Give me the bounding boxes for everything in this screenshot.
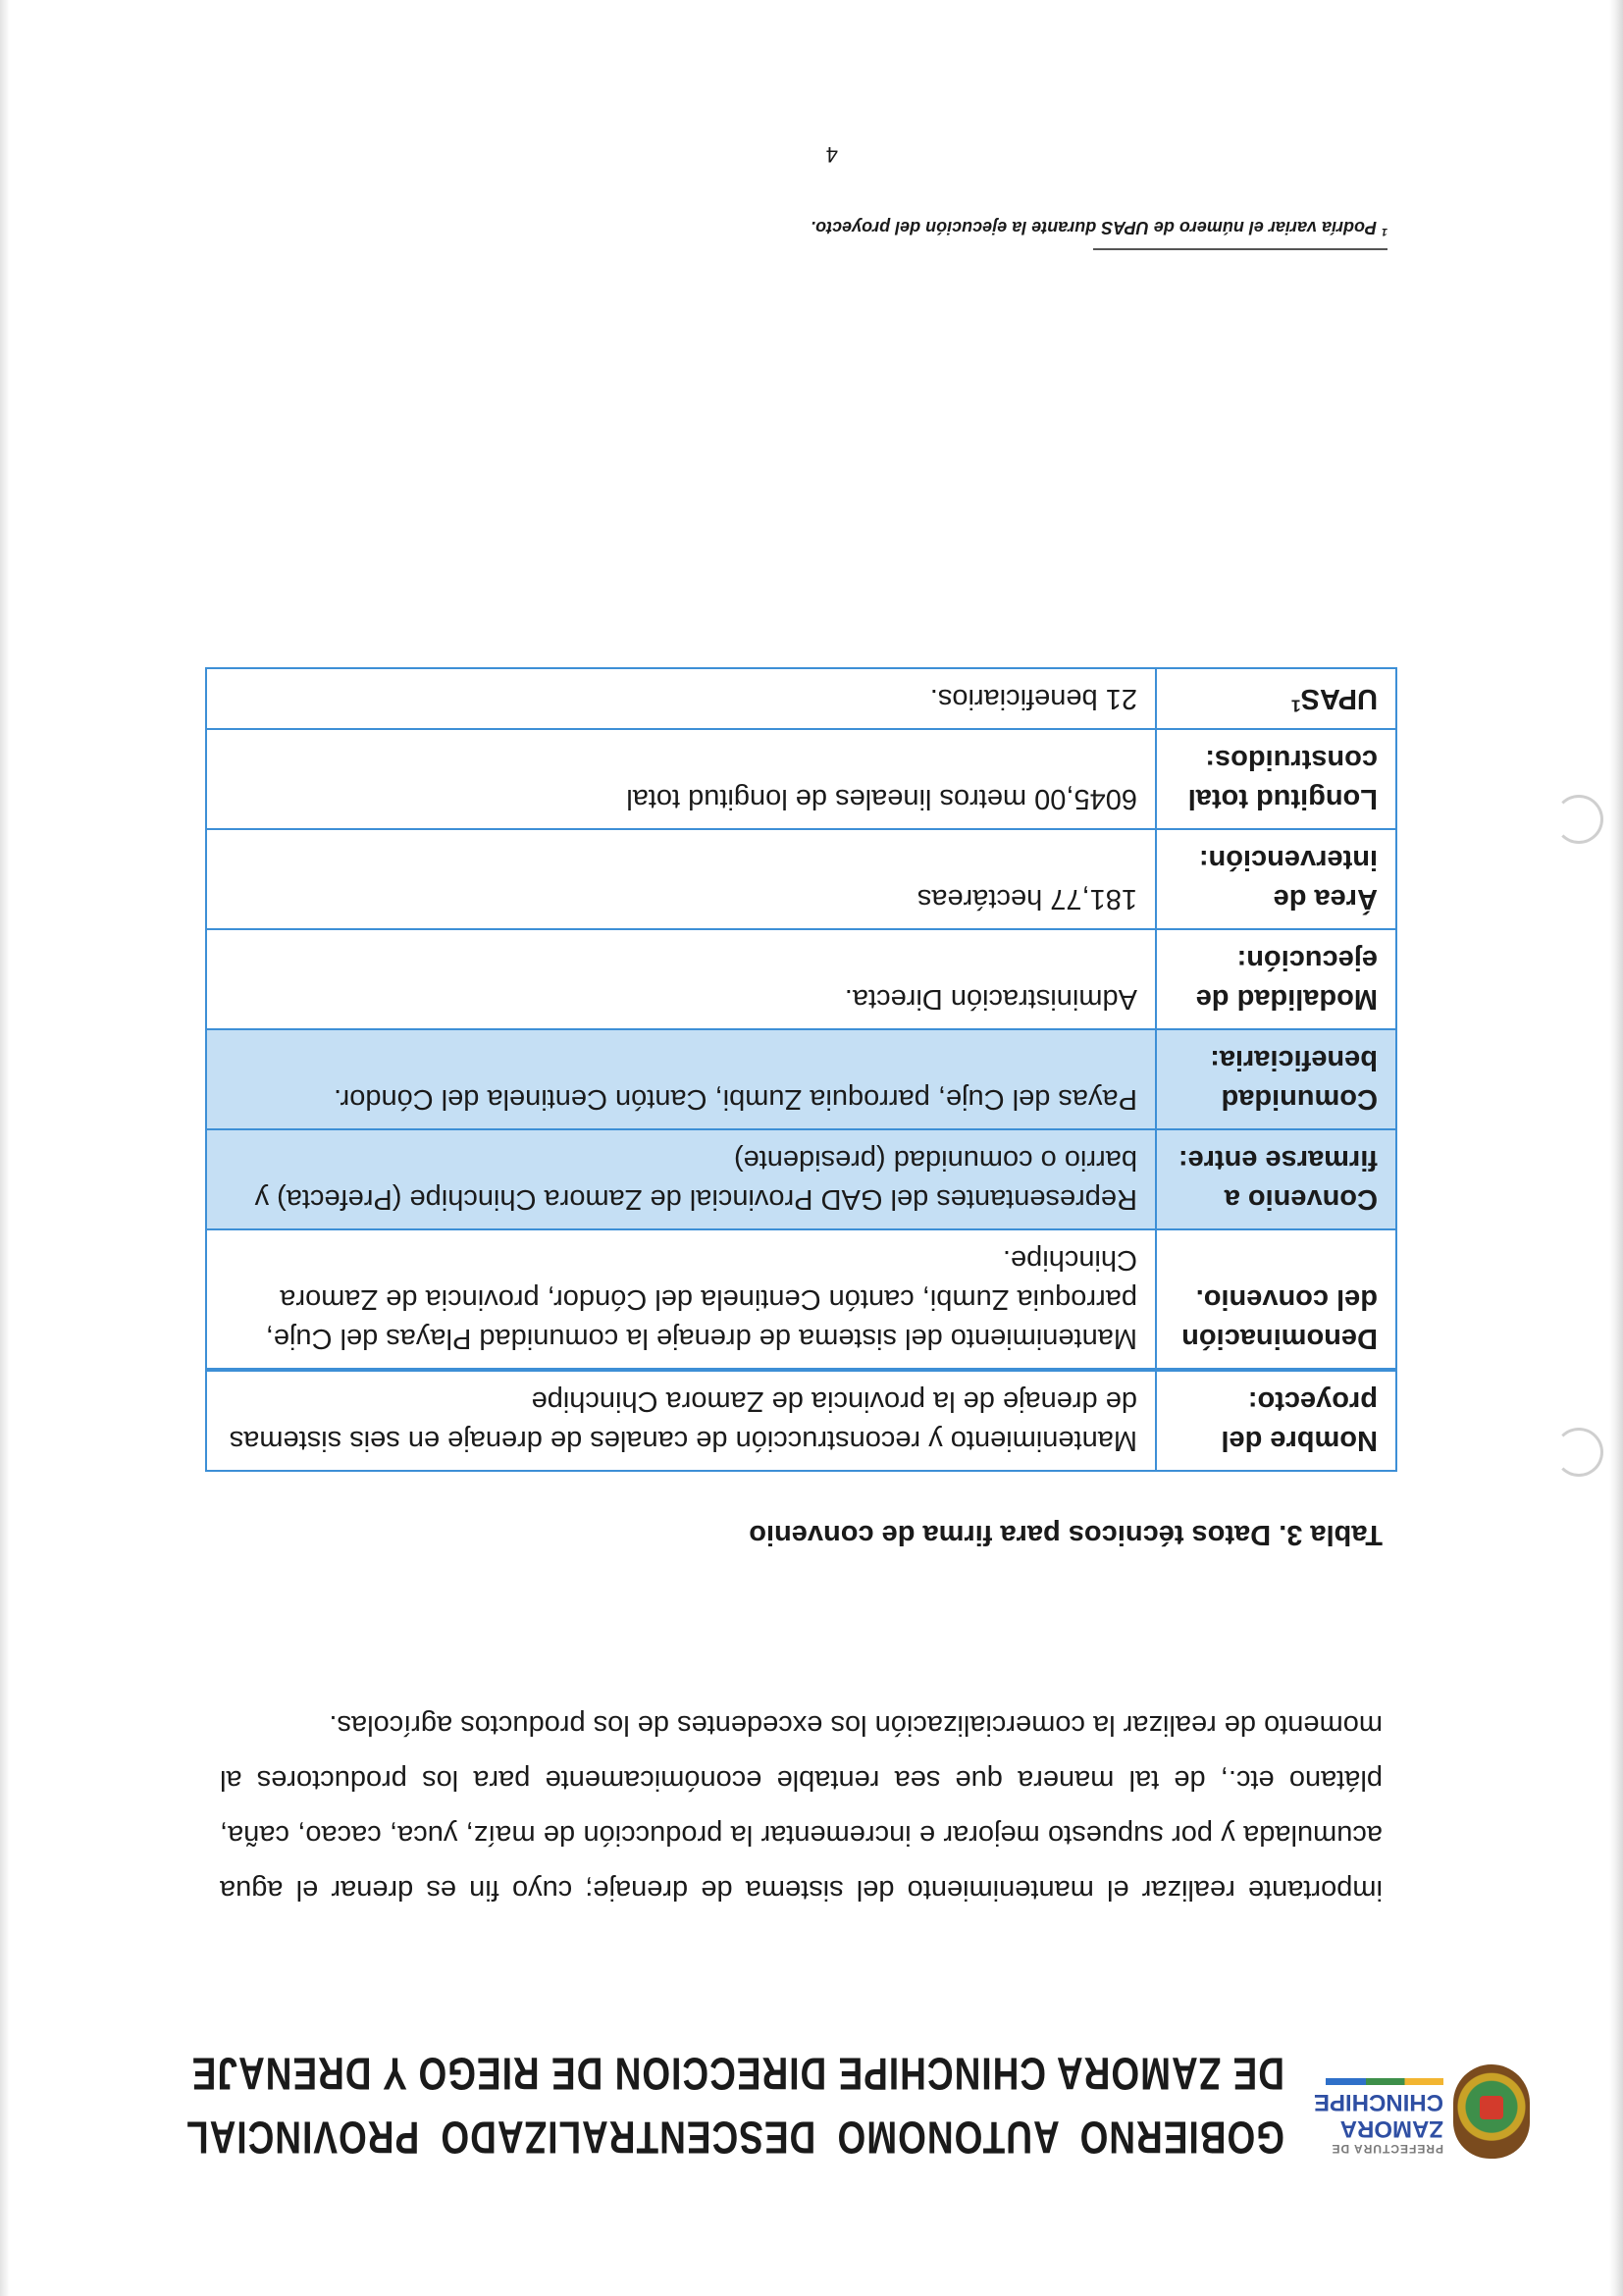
- table-row-intervention-area: [206, 829, 1396, 929]
- table-row-total-length: [206, 729, 1396, 829]
- prefectura-logo: [1309, 2051, 1530, 2159]
- logo-small-text: PREFECTURA DE: [1331, 2142, 1443, 2156]
- footnote-reference: 1: [1290, 696, 1301, 716]
- row-label: Nombre del proyecto:: [1156, 1370, 1396, 1471]
- row-label: Denominación del convenio.: [1156, 1229, 1396, 1370]
- punch-hole-upper: [1554, 1428, 1603, 1477]
- row-value: Representantes del GAD Provincial de Zamora Chinchipe (Prefecta) y barrio o comunidad (presidente): [206, 1129, 1156, 1229]
- institution-title: GOBIERNO AUTONOMO DESCENTRALIZADO PROVINCIAL DE ZAMORA CHINCHIPE DIRECCION DE RIEGO Y DRENAJE: [185, 2048, 1284, 2163]
- table-row-project-name: [206, 1370, 1396, 1471]
- row-label: Longitud total construidos:: [1156, 729, 1396, 829]
- row-value: 6045,00 metros lineales de longitud total: [206, 729, 1156, 829]
- table-caption: Tabla 3. Datos técnicos para firma de convenio: [749, 1519, 1383, 1550]
- scan-edge-left: [1609, 0, 1623, 2296]
- logo-zamora: ZAMORA: [1339, 2115, 1443, 2142]
- letterhead: [185, 2011, 1443, 2168]
- row-value: Administración Directa.: [206, 929, 1156, 1029]
- logo-color-stripe: [1326, 2078, 1443, 2085]
- row-label: Área de intervención:: [1156, 829, 1396, 929]
- row-value: 21 beneficiarios.: [206, 668, 1156, 729]
- page-number: 4: [825, 142, 838, 167]
- row-value: Mantenimiento del sistema de drenaje la comunidad Playas del Cuje, parroquia Zumbi, cantón Centinela del Cóndor, provincia de Zamora Chinchipe.: [206, 1229, 1156, 1370]
- row-value: 181,77 hectáreas: [206, 829, 1156, 929]
- table-row-agreement-parties: [206, 1129, 1396, 1229]
- footnote-text: Podría variar el número de UPAS durante la ejecución del proyecto.: [811, 218, 1377, 237]
- coat-of-arms-icon: [1453, 2064, 1530, 2159]
- row-value: Payas del Cuje, parroquia Zumbi, Cantón Centinela del Cóndor.: [206, 1029, 1156, 1129]
- row-label-upas: [1156, 668, 1396, 729]
- upas-label-text: UPAS: [1300, 683, 1378, 714]
- logo-chinchipe: CHINCHIPE: [1313, 2089, 1443, 2115]
- footnote-separator: [1093, 248, 1387, 250]
- row-label: Convenio a firmarse entre:: [1156, 1129, 1396, 1229]
- table-row-execution-mode: [206, 929, 1396, 1029]
- logo-text: [1314, 2078, 1443, 2155]
- technical-data-table: [205, 667, 1397, 1472]
- row-label: Modalidad de ejecución:: [1156, 929, 1396, 1029]
- footnote-marker: 1: [1381, 226, 1387, 237]
- scan-edge-right: [0, 0, 10, 2296]
- table-row-agreement-name: [206, 1229, 1396, 1370]
- table-row-beneficiary-community: [206, 1029, 1396, 1129]
- row-value: Mantenimiento y reconstrucción de canales de drenaje en seis sistemas de drenaje de la provincia de Zamora Chinchipe: [206, 1370, 1156, 1471]
- footnote: [504, 217, 1387, 237]
- punch-hole-lower: [1554, 795, 1603, 844]
- table-row-upas: [206, 668, 1396, 729]
- body-paragraph: importante realizar el mantenimiento del sistema de drenaje; cuyo fin es drenar el agua acumulada y por supuesto mejorar e incrementar la producción de maíz, yuca, cacao, caña, plátano etc., de tal manera que sea rentable económicamente para los productores al momento de realizar la comercialización los excedentes de los productos agrícolas.: [220, 1709, 1383, 1905]
- row-label: Comunidad beneficiaria:: [1156, 1029, 1396, 1129]
